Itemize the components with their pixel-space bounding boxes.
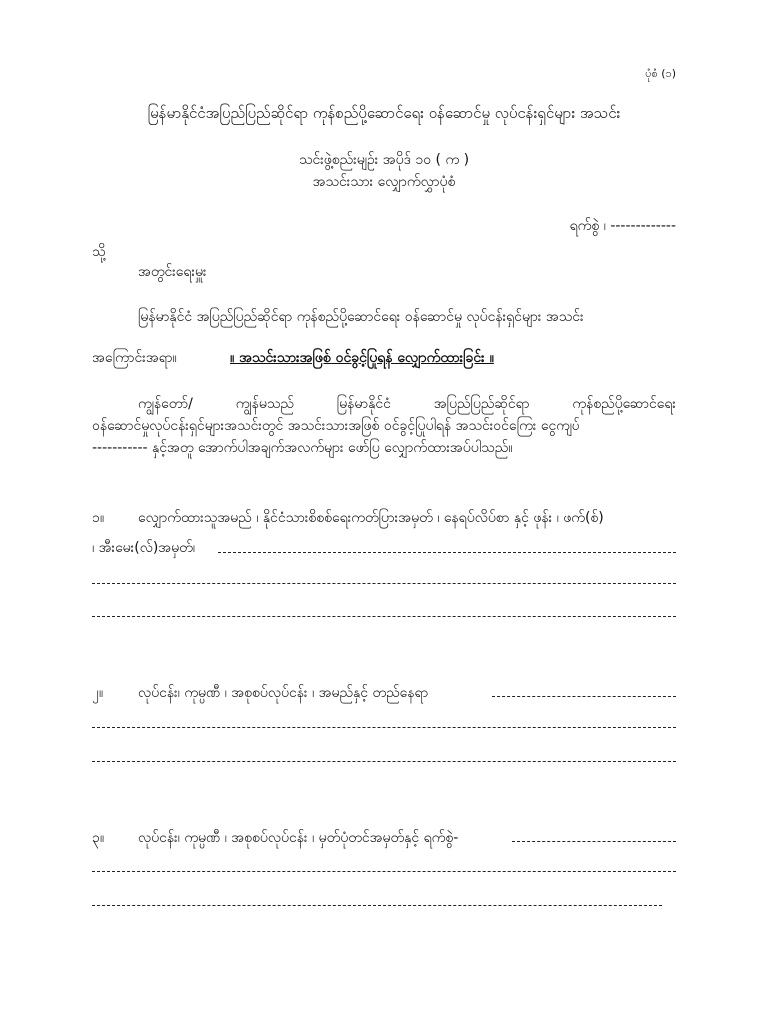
form-number: ပုံစံ (၁) [645, 67, 676, 80]
fill-in-line[interactable] [92, 761, 676, 762]
item-label: လုပ်ငန်း၊ ကုမ္ပဏီ ၊ အစုစပ်လုပ်ငန်း ၊ မှတ်ပုံတင်အမှတ်နှင့် ရက်စွဲ- [138, 830, 459, 846]
to-label: သို့ [92, 244, 106, 260]
item-continuation: ၊ အီးမေး(လ်)အမှတ်၊ [92, 540, 195, 556]
item-label: လျှောက်ထားသူအမည် ၊ နိုင်ငံသားစိစစ်ရေးကတ်ပြားအမှတ် ၊ နေရပ်လိပ်စာ နှင့် ဖုန်း ၊ ဖက်(စ်) [138, 510, 604, 526]
fill-in-line[interactable] [92, 616, 676, 617]
item-number: ၃။ [92, 830, 105, 846]
body-word: မြန်မာနိုင်ငံ [336, 396, 391, 412]
body-word: ကျွန်တော်/ [138, 396, 193, 412]
form-subtitle: အသင်းသား လျှောက်လွှာပုံစံ [312, 174, 456, 190]
subject-text: ။ အသင်းသားအဖြစ် ဝင်ခွင့်ပြုရန် လျှောက်ထားခြင်း ။ [230, 350, 494, 366]
item-number: ၁။ [92, 510, 105, 526]
fill-in-line[interactable] [92, 583, 676, 584]
fill-in-line[interactable] [512, 841, 676, 842]
body-word: ကျွန်မသည် [235, 396, 294, 412]
item-number: ၂။ [92, 685, 104, 701]
organization-name: မြန်မာနိုင်ငံ အပြည်ပြည်ဆိုင်ရာ ကုန်စည်ပို့ဆောင်ရေး ဝန်ဆောင်မှု လုပ်ငန်းရှင်များ အသင်း [138, 309, 584, 325]
body-line-2: ဝန်ဆောင်မှုလုပ်ငန်းရှင်များအသင်းတွင် အသင်းသားအဖြစ် ဝင်ခွင့်ပြုပါရန် အသင်းဝင်ကြေး ငွေကျပ် [92, 418, 580, 434]
addressee: အတွင်းရေးမှူး [138, 264, 207, 280]
fill-in-line[interactable] [92, 905, 662, 906]
date-field: ရက်စွဲ ၊ ------------- [569, 218, 676, 234]
fill-in-line[interactable] [92, 871, 676, 872]
body-line-3: ----------- နှင့်အတူ အောက်ပါအချက်အလက်များ ဖော်ပြ လျှောက်ထားအပ်ပါသည်။ [92, 440, 513, 456]
body-line-1 [138, 394, 676, 414]
subject-label: အကြောင်းအရာ။ [92, 350, 177, 366]
form-title: မြန်မာနိုင်ငံအပြည်ပြည်ဆိုင်ရာ ကုန်စည်ပို့ဆောင်ရေး ဝန်ဆောင်မှု လုပ်ငန်းရှင်များ အသင်း [147, 104, 621, 122]
fill-in-line[interactable] [92, 727, 676, 728]
item-label: လုပ်ငန်း၊ ကုမ္ပဏီ ၊ အစုစပ်လုပ်ငန်း ၊ အမည်နှင့် တည်နေရာ [138, 685, 429, 701]
body-word: ကုန်စည်ပို့ဆောင်ရေး [572, 396, 676, 412]
fill-in-line[interactable] [492, 696, 676, 697]
fill-in-line[interactable] [218, 552, 676, 553]
bylaw-reference: သင်းဖွဲ့စည်းမျဉ်း အပိုဒ် ၁၀ ( က ) [298, 152, 470, 168]
body-word: အပြည်ပြည်ဆိုင်ရာ [433, 396, 530, 412]
